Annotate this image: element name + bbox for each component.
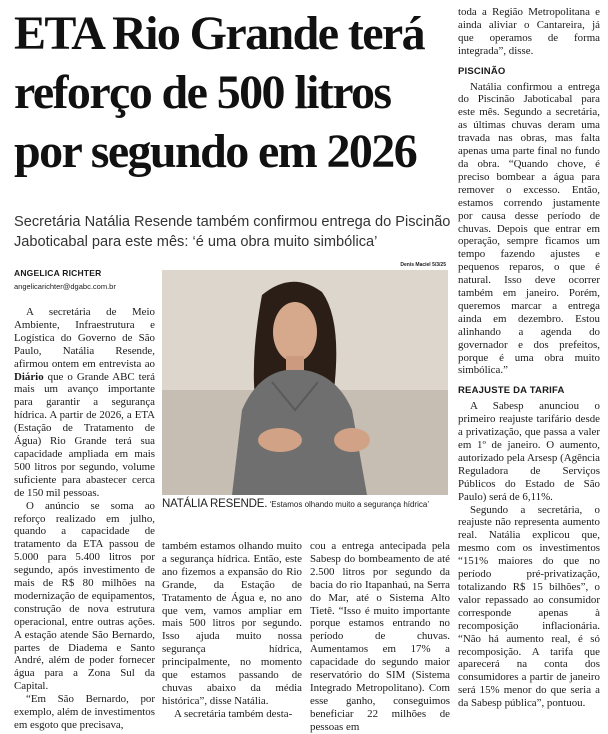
paragraph: cou a entrega antecipada pela Sabesp do bombeamento de até 2.500 litros por segundo da bacia do rio Itapanhaú, na Serra do Mar, até o Sistema Alto Tietê. “Isso é muito importante porque estamos entrando no período de chuvas. Aumentamos em 17% a capacidade do segundo maior reservatório do SIM (Sistema Integrado Metropolitano). Com esse ganho, conseguimos beneficiar 22 milhões de pessoas em — [310, 540, 450, 733]
caption-name: NATÁLIA RESENDE. — [162, 498, 268, 510]
paragraph: O anúncio se soma ao reforço realizado em julho, quando a capacidade de tratamento da ETA passou de 5.000 para 5.400 litros por segundo, após investimento de mais de R$ 80 milhões na modernização de equipamentos, construção de nova estrutura operacional, entre outras ações. A estação atende São Bernardo, partes de Diadema e Santo André, além de poder fornecer água para a Zona Sul da Capital. — [14, 499, 155, 693]
section-heading-piscinao: PISCINÃO — [458, 65, 506, 77]
photo-credit: Denis Maciel 5/3/25 — [400, 262, 446, 268]
paragraph: A Sabesp anunciou o primeiro reajuste tarifário desde a privatização, que passa a valer em 1º de janeiro. O aumento, autorizado pela Arsesp (Agência Reguladora de Serviços Públicos do Estado de São Paulo) será de 6,11%. — [458, 400, 600, 503]
paragraph — [14, 306, 155, 500]
photo-caption — [162, 498, 452, 510]
column-2 — [162, 540, 302, 721]
headline: ETA Rio Grande terá reforço de 500 litros por segundo em 2026 — [14, 7, 425, 178]
paragraph: também estamos olhando muito a segurança hídrica. Então, este ano fizemos a expansão do Rio Grande, da Estação de Tratamento de Água e, no ano que vem, vamos ampliar em mais 500 litros por segundo. Isso ajuda muito nossa segurança hídrica, principalmente, no momento que estamos passando de chuvas abaixo da média histórica”, disse Natália. — [162, 540, 302, 707]
column-3 — [310, 540, 450, 734]
column-4 — [458, 6, 600, 710]
paragraph: Segundo a secretária, o reajuste não representa aumento real. Natália explicou que, mesmo com os investimentos “151% maiores do que no período pré-privatização, totalizando R$ 15 bilhões”, o valor repassado ao consumidor corresponde apenas à recomposição inflacionária. “Não há aumento real, é só recomposição. A tarifa que aparecerá na conta dos consumidores a partir de janeiro será 15% menor do que seria a da Sabesp pública”, pontuou. — [458, 503, 600, 710]
newspaper-name: Diário — [14, 370, 44, 383]
paragraph: “Em São Bernardo, por exemplo, além de investimentos em esgoto que precisava, — [14, 693, 155, 731]
byline: ANGELICA RICHTER — [14, 268, 102, 278]
author-email[interactable]: angelicarichter@dgabc.com.br — [14, 282, 116, 291]
subheadline: Secretária Natália Resende também confirmou entrega do Piscinão Jaboticabal para este mês: ‘é uma obra muito simbólica’ — [14, 214, 451, 250]
paragraph-text: A secretária de Meio Ambiente, Infraestrutura e Logística do Governo de São Paulo, Natália Resende, afirmou ontem em entrevista ao — [14, 306, 155, 370]
section-heading-reajuste: REAJUSTE DA TARIFA — [458, 385, 565, 397]
caption-quote: ‘Estamos olhando muito a segurança hídrica’ — [267, 500, 430, 509]
paragraph: Natália confirmou a entrega do Piscinão Jaboticabal para este mês. Segundo a secretária, as últimas chuvas deram uma travada nas obras, mas falta apenas uma parte final no fundo da obra. “Quando chove, é preciso bombear a água para remover o excesso. Então, estamos correndo justamente por causa desse período de chuvas. Depois que entrar em operação, sempre ficamos um tempo fazendo ajustes e pequenos reparos, o que é natural. Isso deve ocorrer também em janeiro. Porém, queremos marcar a entrega ainda em dezembro. Estou alinhando a agenda do governador e dos prefeitos, porque é uma obra muito simbólica.” — [458, 80, 600, 377]
paragraph-text: que o Grande ABC terá mais um avanço importante para garantir a segurança hídrica. A partir de 2026, a ETA (Estação de Tratamento de Água) Rio Grande terá sua capacidade ampliada em mais 500 litros por segundo, volume suficiente para abastecer cerca de 150 mil pessoas. — [14, 370, 155, 499]
portrait-illustration — [162, 270, 448, 495]
article-photo — [162, 270, 448, 495]
column-1 — [14, 306, 155, 732]
paragraph: A secretária também desta- — [174, 707, 293, 720]
paragraph: toda a Região Metropolitana e ainda aliviar o Cantareira, já que operamos de forma integrada”, disse. — [458, 6, 600, 57]
